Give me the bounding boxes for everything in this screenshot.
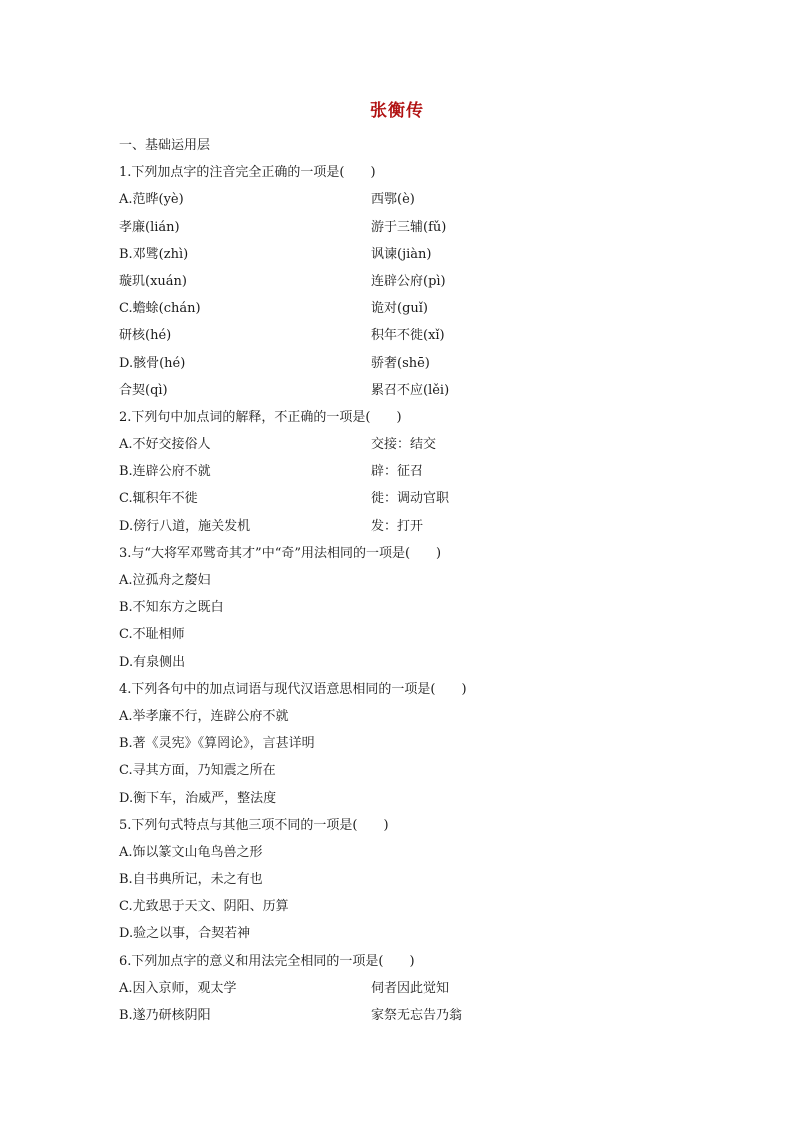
q1-row (119, 295, 679, 322)
q4-option-c: C.寻其方面，乃知震之所在 (119, 763, 276, 779)
q2-option: B.连辟公府不就 (119, 464, 211, 480)
q1-option-left: C.蟾蜍(chán) (119, 301, 201, 317)
q4-option-a: A.举孝廉不行，连辟公府不就 (119, 708, 289, 724)
q1-option-right: 诡对(guǐ) (371, 301, 428, 317)
q2-explanation: 辟：征召 (371, 464, 424, 480)
q2-option: A.不好交接俗人 (119, 437, 211, 453)
q3-option-b: B.不知东方之既白 (119, 600, 224, 616)
q1-row (119, 350, 679, 377)
q1-option-right: 连辟公府(pì) (371, 273, 446, 289)
document-title: 张衡传 (370, 101, 424, 121)
q1-row (119, 322, 679, 349)
q1-row (119, 241, 679, 268)
q5-option-c: C.尤致思于天文、阴阳、历算 (119, 899, 289, 915)
q5-option-a: A.饰以篆文山龟鸟兽之形 (119, 844, 263, 860)
q4-option-b: B.著《灵宪》《算罔论》，言甚详明 (119, 736, 315, 752)
q6-option-left: B.遂乃研核阴阳 (119, 1008, 211, 1023)
question-2-stem: 2.下列句中加点词的解释，不正确的一项是( ) (119, 409, 402, 425)
q2-row (119, 431, 679, 458)
q6-option-right: 家祭无忘告乃翁 (371, 1008, 463, 1023)
q2-option: C.辄积年不徙 (119, 491, 198, 507)
q1-option-left: 孝廉(lián) (119, 219, 180, 235)
q1-option-left: A.范晔(yè) (119, 192, 184, 208)
q5-option-d: D.验之以事，合契若神 (119, 926, 251, 942)
q2-explanation: 交接：结交 (371, 437, 437, 453)
q6-option-left: A.因入京师，观太学 (119, 980, 237, 996)
q2-row (119, 458, 679, 485)
q1-row (119, 377, 679, 404)
question-4-stem: 4.下列各句中的加点词语与现代汉语意思相同的一项是( ) (119, 681, 467, 697)
q2-explanation: 徙：调动官职 (371, 491, 450, 507)
q3-option-a: A.泣孤舟之嫠妇 (119, 573, 211, 588)
q1-row (119, 186, 679, 213)
q1-option-right: 累召不应(lěi) (371, 382, 450, 398)
q1-option-left: 璇玑(xuán) (119, 273, 187, 289)
q3-option-c: C.不耻相师 (119, 627, 185, 643)
q2-explanation: 发：打开 (371, 518, 424, 534)
q1-option-right: 骄奢(shē) (371, 355, 430, 371)
q1-row (119, 214, 679, 241)
q5-option-b: B.自书典所记，未之有也 (119, 872, 263, 888)
q2-option: D.傍行八道，施关发机 (119, 518, 251, 534)
q3-option-d: D.有泉侧出 (119, 654, 186, 670)
question-1-stem: 1.下列加点字的注音完全正确的一项是( ) (119, 165, 376, 181)
q1-option-right: 西鄂(è) (371, 192, 415, 208)
question-3-stem: 3.与“大将军邓骘奇其才”中“奇”用法相同的一项是( ) (119, 545, 442, 561)
q6-row (119, 1002, 679, 1029)
q6-row (119, 975, 679, 1002)
q1-option-left: 研核(hé) (119, 328, 172, 344)
question-content (119, 132, 679, 1029)
q1-option-right: 积年不徙(xǐ) (371, 328, 445, 344)
q1-row (119, 268, 679, 295)
section-heading: 一、基础运用层 (119, 138, 211, 153)
question-6-stem: 6.下列加点字的意义和用法完全相同的一项是( ) (119, 953, 415, 969)
q6-option-right: 伺者因此觉知 (371, 980, 450, 996)
q1-option-right: 讽谏(jiàn) (371, 246, 432, 262)
q2-row (119, 513, 679, 540)
q4-option-d: D.衡下车，治威严，整法度 (119, 790, 277, 806)
q1-option-right: 游于三辅(fǔ) (371, 219, 447, 235)
question-5-stem: 5.下列句式特点与其他三项不同的一项是( ) (119, 817, 389, 833)
q1-option-left: 合契(qì) (119, 382, 168, 398)
q2-row (119, 485, 679, 512)
q1-option-left: D.骸骨(hé) (119, 355, 186, 371)
q1-option-left: B.邓骘(zhì) (119, 246, 189, 262)
